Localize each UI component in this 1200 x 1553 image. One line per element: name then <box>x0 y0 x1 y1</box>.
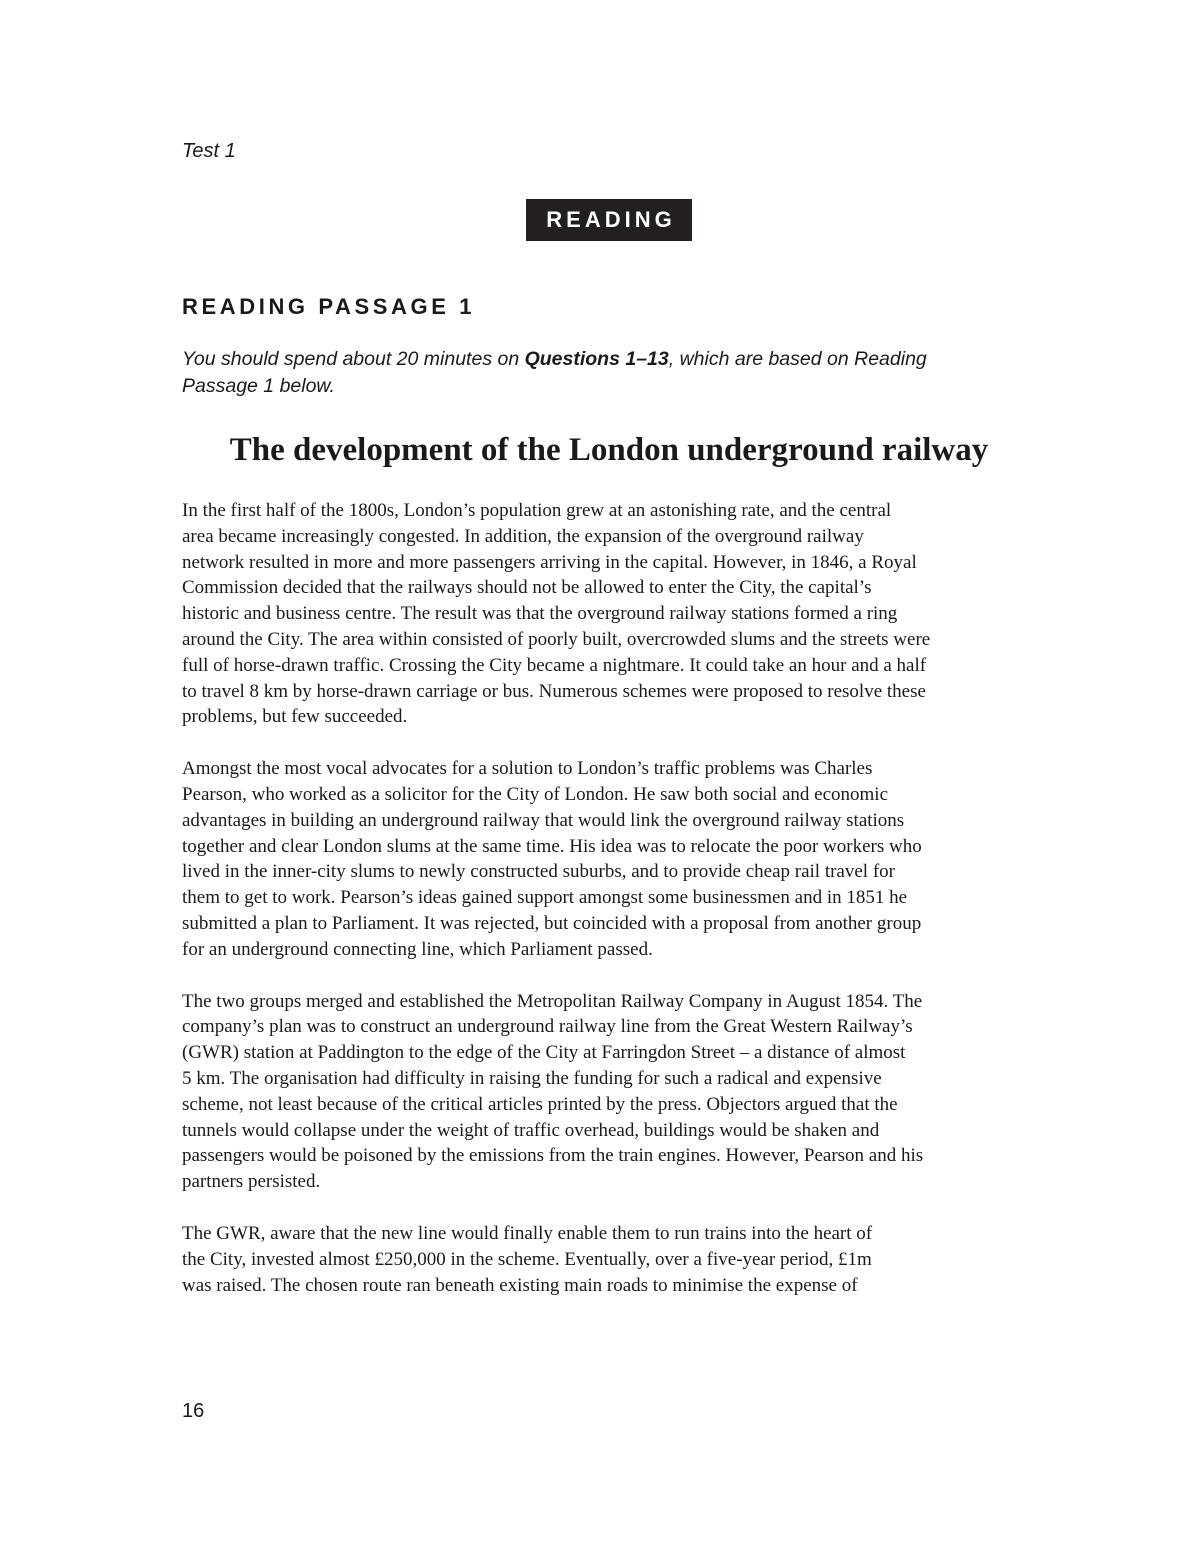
paragraph-line: In the first half of the 1800s, London’s population grew at an astonishing rate, and the central <box>182 500 892 521</box>
paragraph-line: partners persisted. <box>182 1171 321 1193</box>
paragraph-line: around the City. The area within consisted of poorly built, overcrowded slums and the streets were <box>182 628 931 650</box>
paragraph-line: Amongst the most vocal advocates for a solution to London’s traffic problems was Charles <box>182 758 873 780</box>
paragraph-4 <box>182 1221 1044 1298</box>
paragraph-line: lived in the inner-city slums to newly constructed suburbs, and to provide cheap rail travel for <box>182 861 895 883</box>
paragraph-line: Commission decided that the railways should not be allowed to enter the City, the capital’s <box>182 577 872 599</box>
article-title: The development of the London underground railway <box>229 432 989 468</box>
paragraph-line: The two groups merged and established the Metropolitan Railway Company in August 1854. The <box>182 990 923 1012</box>
instructions <box>182 346 1042 400</box>
paragraph-line: scheme, not least because of the critical articles printed by the press. Objectors argued that the <box>182 1093 898 1115</box>
instructions-questions: Questions 1–13 <box>524 348 669 370</box>
article-body <box>182 498 1044 1324</box>
page-number: 16 <box>182 1400 205 1422</box>
paragraph-2 <box>182 756 1044 962</box>
test-label: Test 1 <box>182 140 236 162</box>
paragraph-line: historic and business centre. The result was that the overground railway stations formed a ring <box>182 603 898 625</box>
instructions-text-line2: Passage 1 below. <box>182 375 335 397</box>
paragraph-line: The GWR, aware that the new line would finally enable them to run trains into the heart of <box>182 1222 873 1244</box>
paragraph-line: the City, invested almost £250,000 in the scheme. Eventually, over a five-year period, £1m <box>182 1248 872 1270</box>
paragraph-1 <box>182 498 1044 730</box>
paragraph-line: full of horse-drawn traffic. Crossing the City became a nightmare. It could take an hour and a half <box>182 654 927 676</box>
paragraph-3 <box>182 989 1044 1195</box>
paragraph-line: problems, but few succeeded. <box>182 706 408 728</box>
paragraph-line: together and clear London slums at the same time. His idea was to relocate the poor workers who <box>182 835 922 857</box>
paragraph-line: network resulted in more and more passengers arriving in the capital. However, in 1846, a Royal <box>182 551 917 573</box>
paragraph-line: them to get to work. Pearson’s ideas gained support amongst some businessmen and in 1851 he <box>182 887 908 909</box>
paragraph-line: submitted a plan to Parliament. It was rejected, but coincided with a proposal from another group <box>182 912 922 934</box>
paragraph-line: tunnels would collapse under the weight of traffic overhead, buildings would be shaken and <box>182 1119 880 1141</box>
section-badge: READING <box>526 199 692 241</box>
paragraph-line: area became increasingly congested. In addition, the expansion of the overground railway <box>182 525 864 547</box>
paragraph-line: (GWR) station at Paddington to the edge of the City at Farringdon Street – a distance of almost <box>182 1042 906 1064</box>
instructions-text-start: You should spend about 20 minutes on <box>182 348 525 370</box>
paragraph-line: advantages in building an underground railway that would link the overground railway stations <box>182 809 905 831</box>
paragraph-line: Pearson, who worked as a solicitor for the City of London. He saw both social and economic <box>182 783 889 805</box>
paragraph-line: passengers would be poisoned by the emissions from the train engines. However, Pearson and his <box>182 1145 924 1167</box>
paragraph-line: to travel 8 km by horse-drawn carriage or bus. Numerous schemes were proposed to resolve these <box>182 680 926 702</box>
paragraph-line: for an underground connecting line, which Parliament passed. <box>182 938 653 960</box>
instructions-text-end: , which are based on Reading <box>668 348 927 370</box>
paragraph-line: was raised. The chosen route ran beneath existing main roads to minimise the expense of <box>182 1274 858 1296</box>
paragraph-line: 5 km. The organisation had difficulty in raising the funding for such a radical and expensive <box>182 1067 882 1089</box>
passage-heading: READING PASSAGE 1 <box>182 294 476 319</box>
paragraph-line: company’s plan was to construct an underground railway line from the Great Western Railway’s <box>182 1016 913 1038</box>
